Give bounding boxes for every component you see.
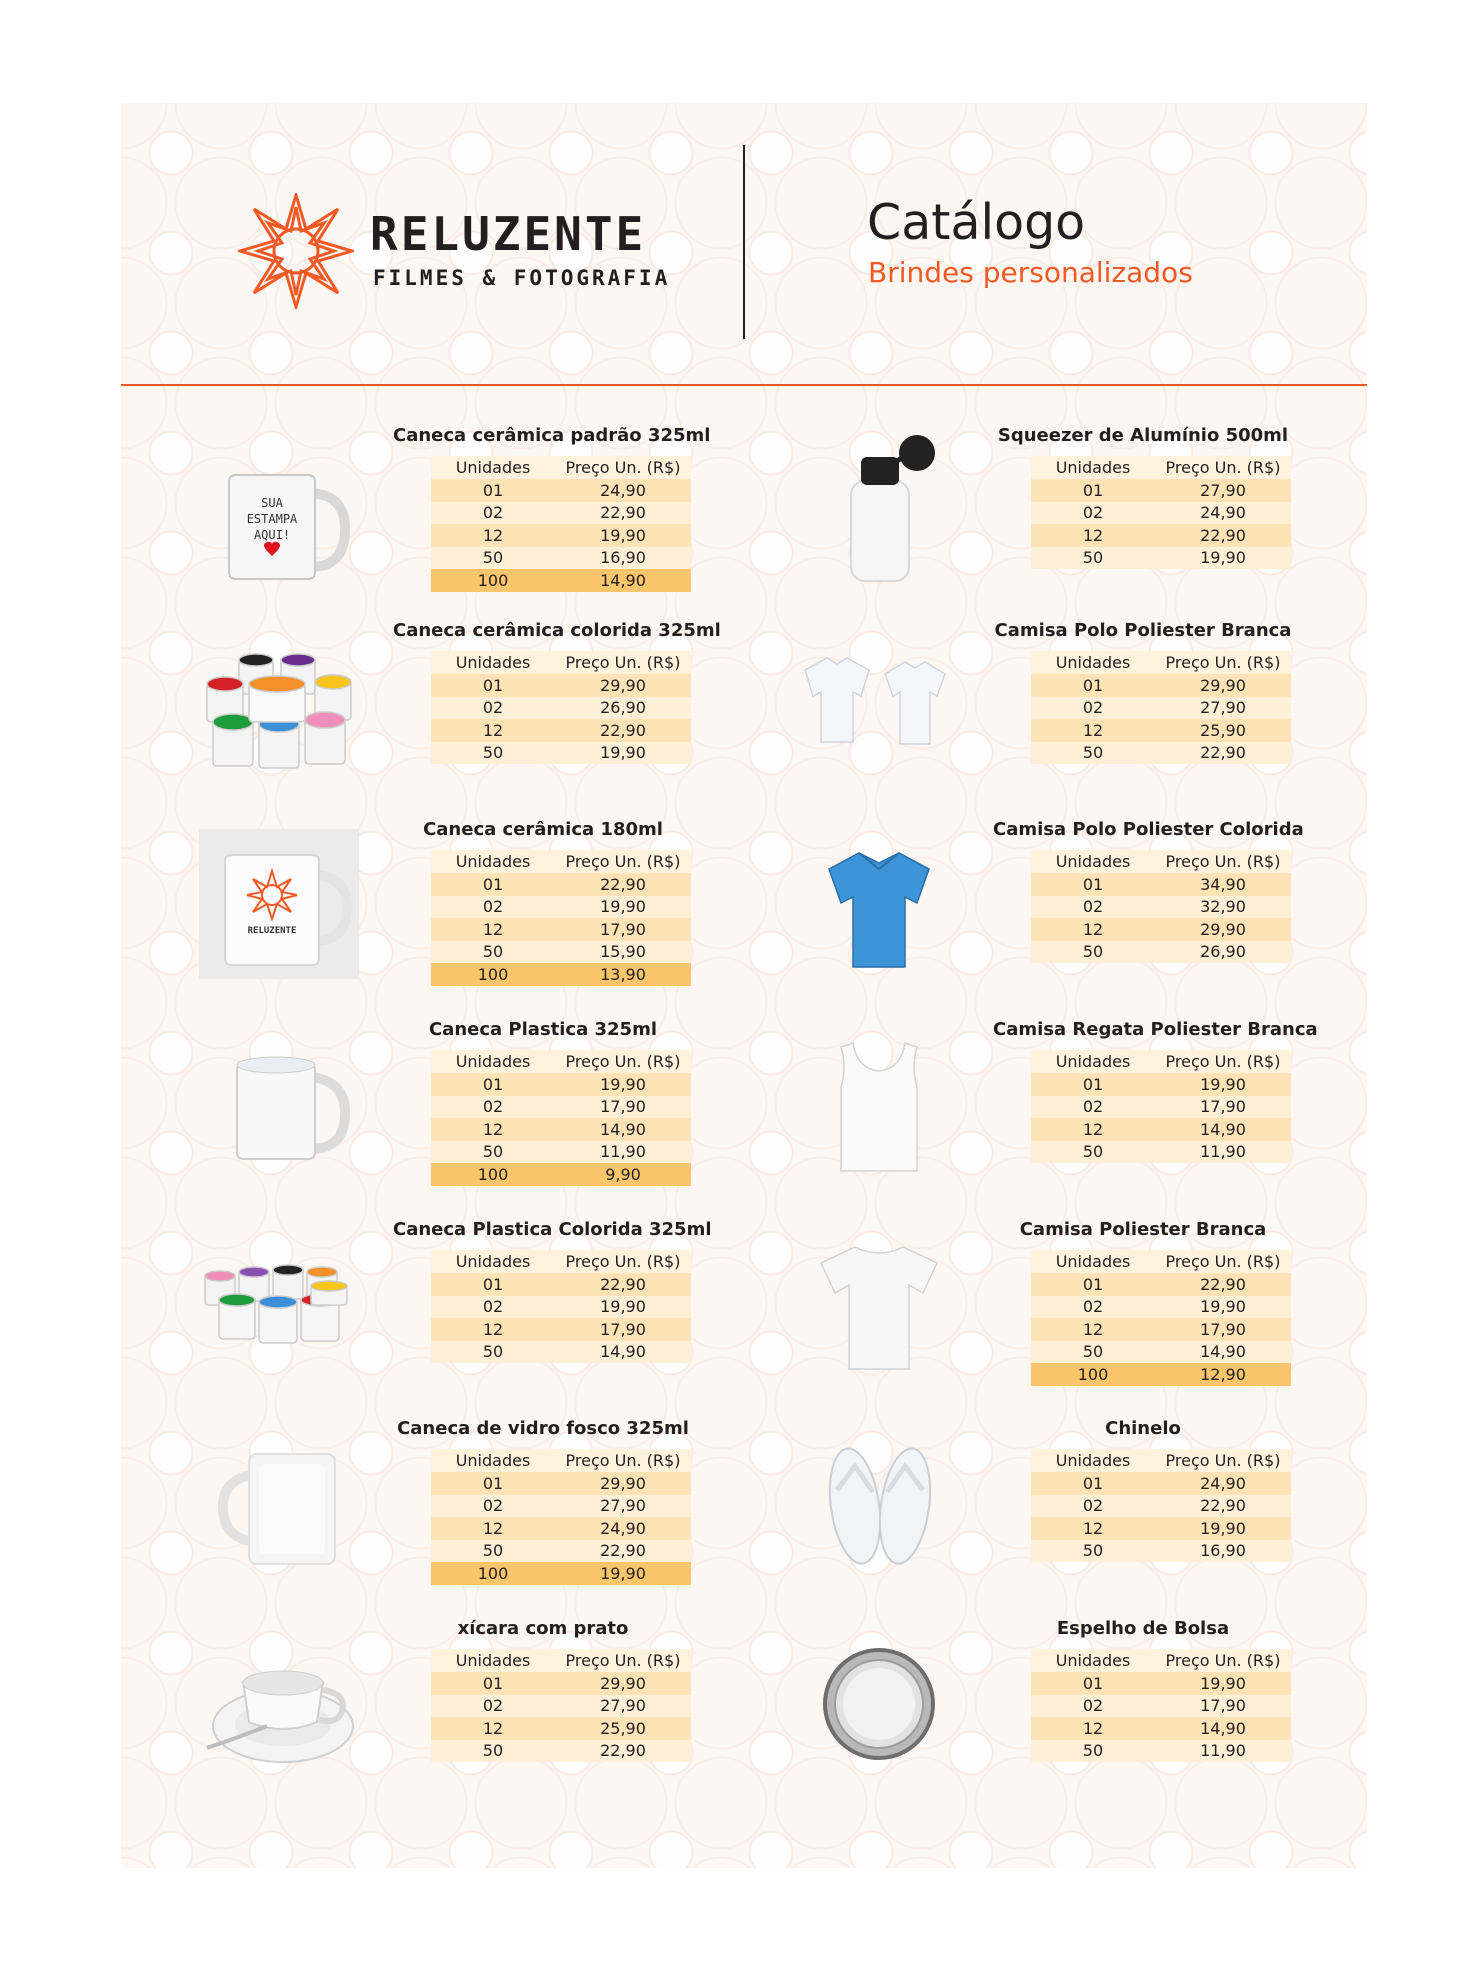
table-row — [431, 1073, 691, 1096]
price-cell: 9,90 — [555, 1163, 691, 1186]
table-row — [1031, 1073, 1291, 1096]
price-table-header — [1031, 456, 1291, 479]
price-cell: 14,90 — [555, 1118, 691, 1141]
table-row — [431, 1740, 691, 1763]
price-cell: 15,90 — [555, 941, 691, 964]
units-cell: 50 — [1031, 742, 1155, 765]
units-cell: 50 — [1031, 1540, 1155, 1563]
table-row — [431, 524, 691, 547]
price-table — [431, 456, 691, 592]
table-row — [431, 1672, 691, 1695]
price-cell: 22,90 — [1155, 1495, 1291, 1518]
price-cell: 19,90 — [1155, 1073, 1291, 1096]
units-cell: 01 — [1031, 1672, 1155, 1695]
units-cell: 12 — [431, 719, 555, 742]
units-header: Unidades — [1031, 1649, 1155, 1672]
table-row — [1031, 873, 1291, 896]
product-card — [121, 1418, 721, 1598]
table-row — [1031, 547, 1291, 570]
units-header: Unidades — [1031, 1250, 1155, 1273]
table-row — [1031, 1495, 1291, 1518]
units-header: Unidades — [1031, 651, 1155, 674]
table-row — [1031, 1717, 1291, 1740]
units-cell: 12 — [431, 918, 555, 941]
price-header: Preço Un. (R$) — [555, 456, 691, 479]
units-header: Unidades — [431, 456, 555, 479]
units-cell: 12 — [431, 1717, 555, 1740]
units-header: Unidades — [1031, 456, 1155, 479]
units-cell: 01 — [431, 1073, 555, 1096]
units-cell: 01 — [1031, 1273, 1155, 1296]
units-cell: 02 — [1031, 1296, 1155, 1319]
price-cell: 24,90 — [1155, 502, 1291, 525]
units-header: Unidades — [1031, 1050, 1155, 1073]
price-cell: 24,90 — [1155, 1472, 1291, 1495]
table-row — [431, 1472, 691, 1495]
table-row — [431, 1163, 691, 1186]
units-cell: 50 — [431, 547, 555, 570]
brand-subtitle: FILMES & FOTOGRAFIA — [373, 266, 671, 290]
table-row — [431, 697, 691, 720]
product-title: Camisa Polo Poliester Branca — [994, 620, 1292, 641]
table-row — [1031, 1363, 1291, 1386]
price-cell: 19,90 — [555, 1073, 691, 1096]
price-cell: 17,90 — [1155, 1695, 1291, 1718]
price-header: Preço Un. (R$) — [1155, 456, 1291, 479]
table-row — [1031, 502, 1291, 525]
units-cell: 01 — [431, 1472, 555, 1495]
price-cell: 19,90 — [555, 524, 691, 547]
mug-reluzente-logo-icon — [199, 829, 359, 979]
price-cell: 14,90 — [555, 1341, 691, 1364]
table-row — [431, 1273, 691, 1296]
table-row — [1031, 1273, 1291, 1296]
white-tank-top-icon — [799, 1029, 959, 1179]
table-row — [1031, 941, 1291, 964]
price-table — [431, 850, 691, 986]
price-header: Preço Un. (R$) — [1155, 1649, 1291, 1672]
units-cell: 100 — [431, 1163, 555, 1186]
catalog-page — [121, 103, 1367, 1868]
price-table-header — [431, 1449, 691, 1472]
price-cell: 14,90 — [1155, 1341, 1291, 1364]
product-title: Chinelo — [1105, 1418, 1181, 1439]
price-cell: 11,90 — [555, 1141, 691, 1164]
units-cell: 12 — [431, 1118, 555, 1141]
price-cell: 25,90 — [555, 1717, 691, 1740]
table-row — [431, 1495, 691, 1518]
product-card — [121, 1219, 721, 1399]
price-table-header — [431, 456, 691, 479]
price-table-header — [431, 1250, 691, 1273]
price-header: Preço Un. (R$) — [1155, 1449, 1291, 1472]
product-title: Camisa Regata Poliester Branca — [993, 1019, 1318, 1040]
product-card — [121, 819, 721, 999]
colored-plastic-mugs-icon — [199, 1229, 359, 1379]
units-cell: 50 — [1031, 1141, 1155, 1164]
price-cell: 12,90 — [1155, 1363, 1291, 1386]
price-cell: 22,90 — [555, 719, 691, 742]
units-cell: 50 — [1031, 547, 1155, 570]
table-row — [431, 918, 691, 941]
price-cell: 17,90 — [555, 918, 691, 941]
table-row — [1031, 1096, 1291, 1119]
table-row — [1031, 1695, 1291, 1718]
units-cell: 100 — [1031, 1363, 1155, 1386]
price-header: Preço Un. (R$) — [1155, 1250, 1291, 1273]
price-cell: 29,90 — [555, 1672, 691, 1695]
price-table-header — [1031, 850, 1291, 873]
units-cell: 50 — [431, 1141, 555, 1164]
price-cell: 16,90 — [555, 547, 691, 570]
price-cell: 27,90 — [555, 1695, 691, 1718]
table-row — [431, 674, 691, 697]
price-cell: 27,90 — [1155, 479, 1291, 502]
table-row — [1031, 479, 1291, 502]
price-table — [1031, 1449, 1291, 1562]
product-title: Camisa Polo Poliester Colorida — [993, 819, 1304, 840]
table-row — [1031, 918, 1291, 941]
product-title: Caneca Plastica Colorida 325ml — [393, 1219, 712, 1240]
price-cell: 29,90 — [555, 1472, 691, 1495]
price-header: Preço Un. (R$) — [1155, 651, 1291, 674]
price-cell: 26,90 — [1155, 941, 1291, 964]
price-table — [431, 1250, 691, 1363]
price-cell: 27,90 — [1155, 697, 1291, 720]
table-row — [1031, 524, 1291, 547]
table-row — [431, 1341, 691, 1364]
units-cell: 50 — [431, 941, 555, 964]
units-cell: 12 — [431, 1318, 555, 1341]
product-title: Caneca cerâmica padrão 325ml — [393, 425, 711, 446]
units-cell: 50 — [1031, 1341, 1155, 1364]
table-row — [431, 569, 691, 592]
table-row — [431, 1562, 691, 1585]
price-cell: 22,90 — [1155, 742, 1291, 765]
product-title: Caneca de vidro fosco 325ml — [397, 1418, 689, 1439]
units-cell: 100 — [431, 569, 555, 592]
catalog-title: Catálogo — [867, 194, 1086, 251]
units-cell: 02 — [1031, 896, 1155, 919]
blue-polo-shirt-icon — [799, 829, 959, 979]
price-cell: 11,90 — [1155, 1740, 1291, 1763]
table-row — [431, 547, 691, 570]
price-cell: 19,90 — [1155, 1672, 1291, 1695]
units-cell: 50 — [431, 1341, 555, 1364]
product-title: Caneca Plastica 325ml — [428, 1019, 658, 1040]
mug-sua-estampa-icon — [199, 435, 359, 585]
price-cell: 11,90 — [1155, 1141, 1291, 1164]
table-row — [431, 941, 691, 964]
price-cell: 19,90 — [1155, 547, 1291, 570]
units-cell: 01 — [431, 479, 555, 502]
product-card — [121, 620, 721, 800]
units-cell: 50 — [431, 1740, 555, 1763]
price-header: Preço Un. (R$) — [555, 1649, 691, 1672]
catalog-header — [121, 103, 1367, 388]
units-cell: 01 — [431, 674, 555, 697]
price-table — [431, 1449, 691, 1585]
table-row — [1031, 1141, 1291, 1164]
price-cell: 22,90 — [555, 873, 691, 896]
units-cell: 01 — [1031, 1472, 1155, 1495]
price-cell: 32,90 — [1155, 896, 1291, 919]
units-cell: 12 — [1031, 1717, 1155, 1740]
units-cell: 01 — [431, 873, 555, 896]
table-row — [1031, 1672, 1291, 1695]
price-table-header — [1031, 651, 1291, 674]
product-title: Squeezer de Alumínio 500ml — [997, 425, 1289, 446]
table-row — [1031, 1318, 1291, 1341]
cup-and-saucer-icon — [199, 1628, 359, 1778]
units-cell: 12 — [431, 524, 555, 547]
price-cell: 17,90 — [1155, 1318, 1291, 1341]
units-cell: 100 — [431, 963, 555, 986]
price-cell: 13,90 — [555, 963, 691, 986]
table-row — [1031, 1296, 1291, 1319]
price-table-header — [1031, 1649, 1291, 1672]
units-cell: 01 — [1031, 674, 1155, 697]
price-table-header — [431, 1050, 691, 1073]
price-cell: 17,90 — [1155, 1096, 1291, 1119]
price-cell: 26,90 — [555, 697, 691, 720]
price-cell: 22,90 — [1155, 1273, 1291, 1296]
price-cell: 24,90 — [555, 479, 691, 502]
price-table-header — [1031, 1250, 1291, 1273]
price-header: Preço Un. (R$) — [555, 1449, 691, 1472]
product-card — [721, 620, 1321, 800]
price-cell: 16,90 — [1155, 1540, 1291, 1563]
table-row — [1031, 697, 1291, 720]
price-cell: 34,90 — [1155, 873, 1291, 896]
price-cell: 14,90 — [555, 569, 691, 592]
units-cell: 12 — [431, 1517, 555, 1540]
table-row — [431, 1318, 691, 1341]
units-cell: 12 — [1031, 719, 1155, 742]
units-cell: 100 — [431, 1562, 555, 1585]
product-card — [721, 1019, 1321, 1199]
reluzente-sun-logo-icon — [238, 193, 354, 309]
table-row — [431, 873, 691, 896]
svg-text:RELUZENTE: RELUZENTE — [247, 926, 297, 936]
product-card — [121, 1019, 721, 1199]
units-cell: 02 — [431, 1096, 555, 1119]
table-row — [1031, 896, 1291, 919]
header-rule — [121, 384, 1367, 386]
table-row — [431, 1695, 691, 1718]
table-row — [431, 1118, 691, 1141]
product-card — [721, 819, 1321, 999]
units-cell: 01 — [431, 1672, 555, 1695]
price-cell: 19,90 — [555, 1562, 691, 1585]
price-header: Preço Un. (R$) — [1155, 1050, 1291, 1073]
colored-mugs-icon — [199, 630, 359, 780]
header-divider — [743, 145, 745, 339]
table-row — [431, 1096, 691, 1119]
units-cell: 02 — [431, 896, 555, 919]
price-table — [431, 1050, 691, 1186]
table-row — [1031, 1341, 1291, 1364]
plastic-mug-icon — [199, 1029, 359, 1179]
pocket-mirror-icon — [799, 1628, 959, 1778]
price-table — [1031, 1050, 1291, 1163]
units-cell: 02 — [1031, 1695, 1155, 1718]
table-row — [431, 719, 691, 742]
price-cell: 29,90 — [555, 674, 691, 697]
product-title: Caneca cerâmica colorida 325ml — [393, 620, 721, 641]
units-cell: 02 — [431, 1296, 555, 1319]
price-table — [1031, 651, 1291, 764]
units-cell: 12 — [1031, 1318, 1155, 1341]
table-row — [431, 742, 691, 765]
table-row — [431, 479, 691, 502]
aluminum-bottle-icon — [799, 435, 959, 585]
product-title: Espelho de Bolsa — [1056, 1618, 1230, 1639]
product-card — [121, 1618, 721, 1798]
units-cell: 50 — [1031, 941, 1155, 964]
units-cell: 12 — [1031, 524, 1155, 547]
white-polo-shirts-icon — [799, 630, 959, 780]
units-cell: 01 — [1031, 873, 1155, 896]
price-cell: 29,90 — [1155, 674, 1291, 697]
price-header: Preço Un. (R$) — [555, 651, 691, 674]
white-t-shirt-icon — [799, 1229, 959, 1379]
units-cell: 50 — [1031, 1740, 1155, 1763]
price-cell: 19,90 — [1155, 1296, 1291, 1319]
price-cell: 19,90 — [555, 742, 691, 765]
product-title: Caneca cerâmica 180ml — [423, 819, 663, 840]
table-row — [431, 1296, 691, 1319]
catalog-subtitle: Brindes personalizados — [868, 256, 1193, 289]
product-card — [721, 1418, 1321, 1598]
svg-text:AQUI!: AQUI! — [253, 528, 291, 542]
flip-flops-icon — [799, 1428, 959, 1578]
price-cell: 24,90 — [555, 1517, 691, 1540]
units-cell: 02 — [431, 1695, 555, 1718]
price-cell: 19,90 — [555, 1296, 691, 1319]
table-row — [1031, 674, 1291, 697]
price-table-header — [1031, 1050, 1291, 1073]
units-header: Unidades — [431, 1449, 555, 1472]
price-cell: 19,90 — [555, 896, 691, 919]
units-cell: 12 — [1031, 1517, 1155, 1540]
svg-text:ESTAMPA: ESTAMPA — [246, 512, 298, 526]
price-table — [431, 1649, 691, 1762]
units-header: Unidades — [431, 850, 555, 873]
price-cell: 22,90 — [555, 1540, 691, 1563]
units-header: Unidades — [431, 651, 555, 674]
price-cell: 27,90 — [555, 1495, 691, 1518]
price-cell: 22,90 — [555, 502, 691, 525]
table-row — [1031, 1517, 1291, 1540]
units-cell: 01 — [1031, 479, 1155, 502]
product-card — [721, 1618, 1321, 1798]
price-table — [1031, 1250, 1291, 1386]
units-header: Unidades — [431, 1649, 555, 1672]
price-cell: 14,90 — [1155, 1118, 1291, 1141]
units-cell: 02 — [1031, 1495, 1155, 1518]
price-table — [1031, 850, 1291, 963]
price-cell: 14,90 — [1155, 1717, 1291, 1740]
product-card — [121, 425, 721, 605]
units-cell: 50 — [431, 742, 555, 765]
table-row — [1031, 1740, 1291, 1763]
price-table-header — [1031, 1449, 1291, 1472]
price-table — [1031, 456, 1291, 569]
units-cell: 02 — [431, 697, 555, 720]
price-table-header — [431, 1649, 691, 1672]
table-row — [1031, 1472, 1291, 1495]
product-card — [721, 425, 1321, 605]
product-title: Camisa Poliester Branca — [1019, 1219, 1267, 1240]
table-row — [1031, 1540, 1291, 1563]
table-row — [431, 963, 691, 986]
units-cell: 01 — [431, 1273, 555, 1296]
price-table — [431, 651, 691, 764]
svg-text:SUA: SUA — [261, 496, 283, 510]
table-row — [431, 1517, 691, 1540]
price-header: Preço Un. (R$) — [1155, 850, 1291, 873]
price-cell: 19,90 — [1155, 1517, 1291, 1540]
price-cell: 22,90 — [555, 1273, 691, 1296]
table-row — [1031, 742, 1291, 765]
table-row — [431, 502, 691, 525]
table-row — [1031, 1118, 1291, 1141]
units-cell: 12 — [1031, 918, 1155, 941]
table-row — [431, 1141, 691, 1164]
units-cell: 02 — [431, 1495, 555, 1518]
price-table-header — [431, 850, 691, 873]
table-row — [1031, 719, 1291, 742]
units-header: Unidades — [431, 1250, 555, 1273]
price-cell: 29,90 — [1155, 918, 1291, 941]
product-card — [721, 1219, 1321, 1399]
units-cell: 50 — [431, 1540, 555, 1563]
units-cell: 02 — [1031, 697, 1155, 720]
brand-name: RELUZENTE — [370, 207, 647, 261]
table-row — [431, 896, 691, 919]
units-cell: 02 — [431, 502, 555, 525]
price-header: Preço Un. (R$) — [555, 1050, 691, 1073]
units-cell: 02 — [1031, 502, 1155, 525]
units-cell: 01 — [1031, 1073, 1155, 1096]
price-cell: 17,90 — [555, 1096, 691, 1119]
price-cell: 25,90 — [1155, 719, 1291, 742]
table-row — [431, 1717, 691, 1740]
price-cell: 17,90 — [555, 1318, 691, 1341]
units-header: Unidades — [1031, 850, 1155, 873]
units-cell: 02 — [1031, 1096, 1155, 1119]
units-cell: 12 — [1031, 1118, 1155, 1141]
units-header: Unidades — [431, 1050, 555, 1073]
price-table-header — [431, 651, 691, 674]
table-row — [431, 1540, 691, 1563]
price-header: Preço Un. (R$) — [555, 850, 691, 873]
price-cell: 22,90 — [1155, 524, 1291, 547]
product-title: xícara com prato — [457, 1618, 629, 1639]
price-header: Preço Un. (R$) — [555, 1250, 691, 1273]
frosted-glass-mug-icon — [199, 1428, 359, 1578]
price-table — [1031, 1649, 1291, 1762]
price-cell: 22,90 — [555, 1740, 691, 1763]
units-header: Unidades — [1031, 1449, 1155, 1472]
